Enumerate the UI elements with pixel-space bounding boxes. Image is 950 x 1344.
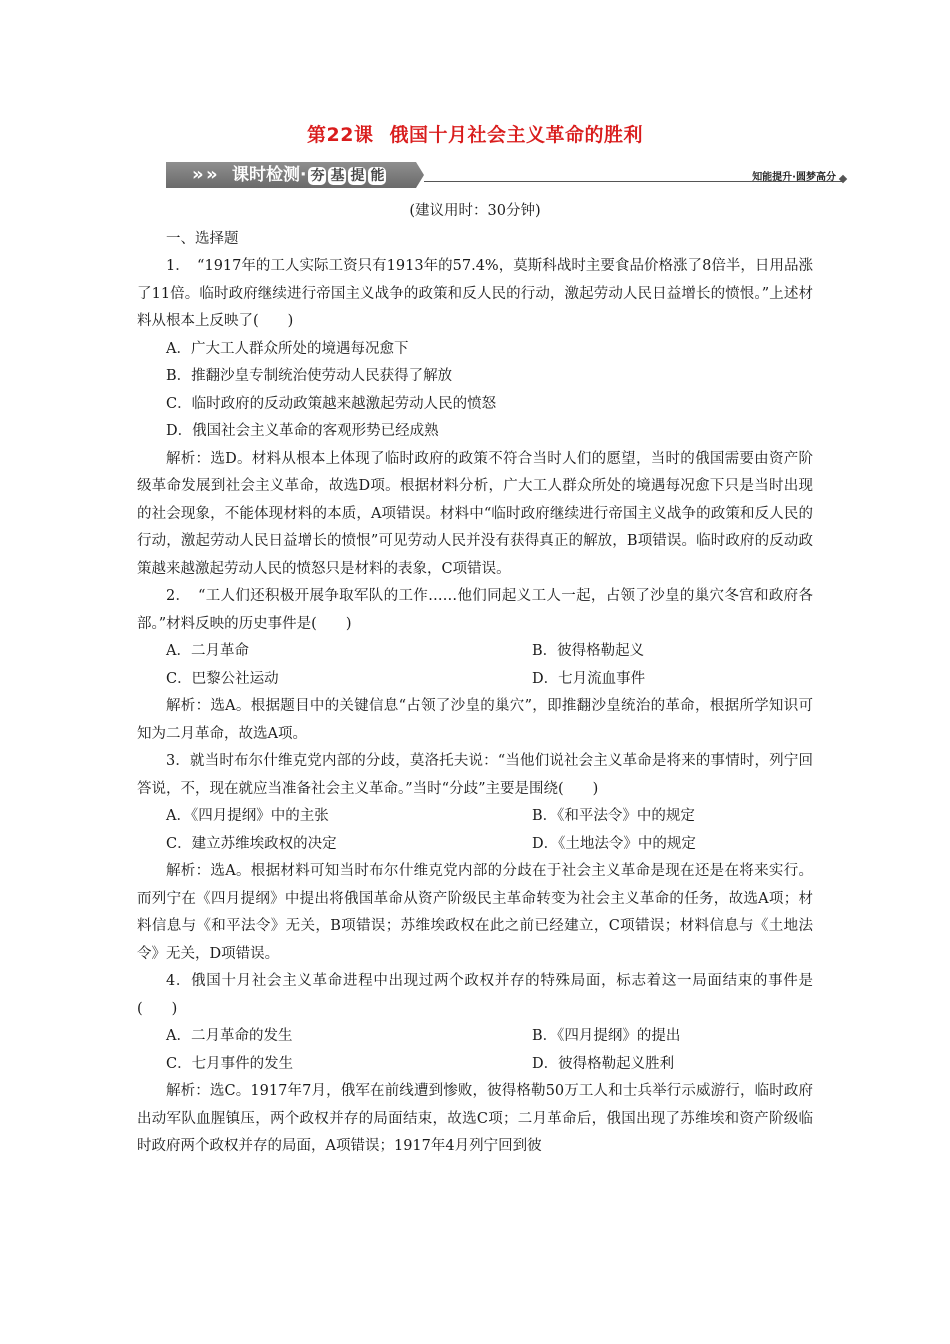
question-3-options-row [137,803,813,831]
banner-chip: 基 [330,168,345,184]
question-2-analysis: 解析：选A。根据题目中的关键信息“占领了沙皇的巢穴”，即推翻沙皇统治的革命，根据所学知识可知为二月革命，故选A项。 [137,698,813,742]
chevron-right-icon: » [192,164,204,185]
question-2-option-a: A．二月革命 [166,643,249,659]
question-4-option-d: D．彼得格勒起义胜利 [532,1055,675,1072]
banner-text [232,162,386,188]
question-4-options-row [137,1051,813,1079]
question-3-option-b: B．《和平法令》中的规定 [532,808,695,824]
lesson-number: 第22课 [307,124,374,146]
lesson-title [0,120,950,147]
question-1-option-b: B．推翻沙皇专制统治使劳动人民获得了解放 [166,368,453,384]
section-banner [166,160,846,192]
section-heading: 一、选择题 [166,230,239,247]
banner-tagline: 知能提升·圆梦高分 [752,172,836,183]
banner-main: 课时检测· [232,165,307,185]
question-1-stem: 1． “1917年的工人实际工资只有1913年的57.4%，莫斯科战时主要食品价格涨了8倍半，日用品涨了11倍。临时政府继续进行帝国主义战争的政策和反人民的行动，激起劳动人民日益增长的愤恨。”上述材料从根本上反映了( ) [137,258,813,329]
lesson-title-text: 俄国十月社会主义革命的胜利 [389,124,643,146]
question-2-stem: 2． “工人们还积极开展争取军队的工作……他们同起义工人一起，占领了沙皇的巢穴冬宫和政府各部。”材料反映的历史事件是( ) [137,588,813,632]
banner-chip: 能 [370,168,385,184]
banner-chip: 提 [350,168,365,184]
question-1-option-c: C．临时政府的反动政策越来越激起劳动人民的愤怒 [166,395,497,412]
question-4-analysis: 解析：选C。1917年7月，俄军在前线遭到惨败，彼得格勒50万工人和士兵举行示威游行，临时政府出动军队血腥镇压，两个政权并存的局面结束，故选C项；二月革命后，俄国出现了苏维埃和资产阶级临时政府两个政权并存的局面，A项错误；1917年4月列宁回到彼 [137,1083,813,1154]
question-2-options-row [137,638,813,666]
question-4-option-a: A．二月革命的发生 [166,1028,293,1044]
question-3-options-row [137,831,813,859]
chevron-right-icon: » [206,164,218,185]
question-4-option-b: B．《四月提纲》的提出 [532,1028,681,1044]
question-4-option-c: C．七月事件的发生 [166,1055,294,1072]
question-1-analysis: 解析：选D。材料从根本上体现了临时政府的政策不符合当时人们的愿望，当时的俄国需要由资产阶级革命发展到社会主义革命，故选D项。根据材料分析，广大工人群众所处的境遇每况愈下只是当时出现的社会现象，不能体现材料的本质，A项错误。材料中“临时政府继续进行帝国主义战争的政策和反人民的行动，激起劳动人民日益增长的愤恨”可见劳动人民并没有获得真正的解放，B项错误。临时政府的反动政策越来越激起劳动人民的愤怒只是材料的表象，C项错误。 [137,450,813,577]
question-1-option-d: D．俄国社会主义革命的客观形势已经成熟 [166,423,439,439]
suggested-time: (建议用时：30分钟) [409,203,541,219]
question-4-stem: 4．俄国十月社会主义革命进程中出现过两个政权并存的特殊局面，标志着这一局面结束的事件是( ) [137,973,813,1017]
question-2-option-b: B．彼得格勒起义 [532,643,645,659]
question-3-option-d: D．《土地法令》中的规定 [532,835,696,852]
question-4-options-row [137,1023,813,1051]
question-3-option-a: A．《四月提纲》中的主张 [166,808,329,824]
question-3-stem: 3．就当时布尔什维克党内部的分歧，莫洛托夫说：“当他们说社会主义革命是将来的事情时，列宁回答说，不，现在就应当准备社会主义革命。”当时“分歧”主要是围绕( ) [137,753,813,797]
question-3-analysis: 解析：选A。根据材料可知当时布尔什维克党内部的分歧在于社会主义革命是现在还是在将来实行。而列宁在《四月提纲》中提出将俄国革命从资产阶级民主革命转变为社会主义革命的任务，故选A项；材料信息与《和平法令》无关，B项错误；苏维埃政权在此之前已经建立，C项错误；材料信息与《土地法令》无关，D项错误。 [137,863,813,962]
banner-chip: 夯 [310,168,325,184]
question-2-option-c: C．巴黎公社运动 [166,670,279,687]
question-3-option-c: C．建立苏维埃政权的决定 [166,835,337,852]
question-2-options-row [137,666,813,694]
document-body [137,198,813,1161]
question-1-option-a: A．广大工人群众所处的境遇每况愈下 [166,340,409,357]
question-2-option-d: D．七月流血事件 [532,670,646,687]
